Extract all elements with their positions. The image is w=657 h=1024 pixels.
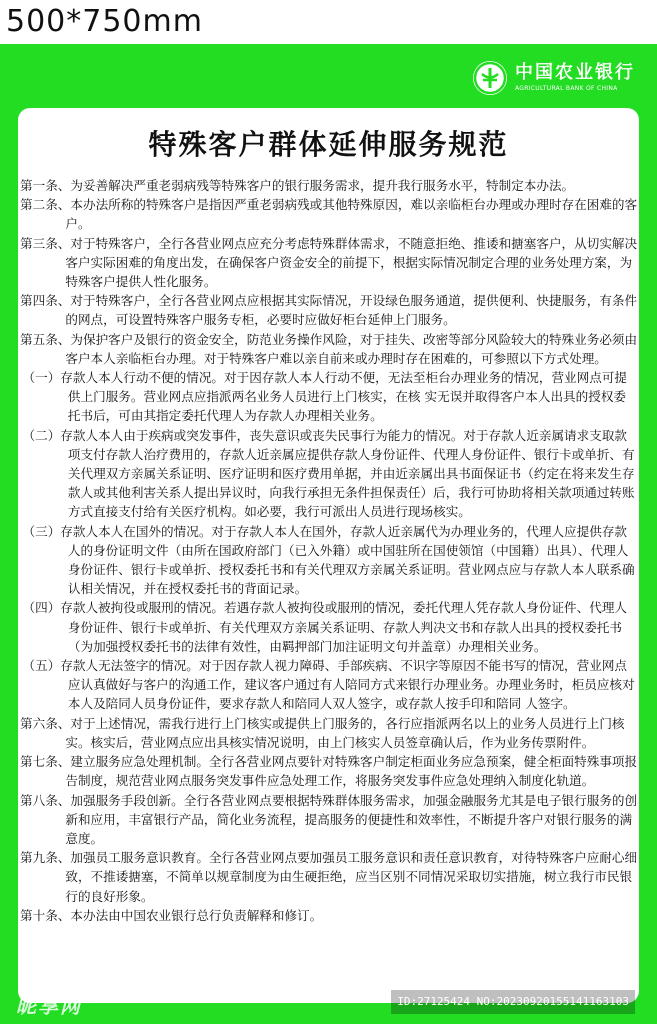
article-5-item-5: （五）存款人无法签字的情况。对于因存款人视力障碍、手部疾病、不识字等原因不能书写的情况，营业网点应认真做好与客户的沟通工作，建议客户通过有人陪同方式来银行办理业务。办理业务时，柜员应核对本人及陪同人员身份证件，要求存款人和陪同人双人签字，或存款人按手印和陪同 人签字。: [22, 658, 635, 712]
watermark: 昵享网: [16, 994, 82, 1018]
size-label: 500*750mm: [6, 4, 203, 39]
page-title: 特殊客户群体延伸服务规范: [148, 128, 509, 161]
article-9: 第九条、加强员工服务意识教育。全行各营业网点要加强员工服务意识和责任意识教育，对待特殊客户应耐心细致，不推诿搪塞，不简单以规章制度为由生硬拒绝，应当区别不同情况采取切实措施，树立我行市民银行的良好形象。: [20, 850, 638, 904]
article-7: 第七条、建立服务应急处理机制。全行各营业网点要针对特殊客户制定柜面业务应急预案，健全柜面特殊事项报告制度，规范营业网点服务突发事件应急处理工作，将服务突发事件应急处理纳入制度化轨道。: [20, 754, 638, 789]
article-5-item-1: （一）存款人本人行动不便的情况。对于因存款人本人行动不便，无法至柜台办理业务的情况，营业网点可提供上门服务。营业网点应指派两名业务人员进行上门核实，在核 实无误并取得客户本人出具的授权委托书后，可由其指定委托代理人为存款人办理相关业务。: [22, 370, 628, 424]
article-5: 第五条、为保护客户及银行的资金安全，防范业务操作风险，对于挂失、改密等部分风险较大的特殊业务必须由客户本人亲临柜台办理。对于特殊客户难以亲自前来或办理时存在困难的，可参照以下方式处理。: [20, 331, 638, 366]
article-3: 第三条、对于特殊客户，全行各营业网点应充分考虑特殊群体需求，不随意拒绝、推诿和搪塞客户，从切实解决客户实际困难的角度出发，在确保客户资金安全的前提下，根据实际情况制定合理的业务处理方案，为特殊客户提供人性化服务。: [20, 235, 638, 290]
bank-name: [515, 64, 635, 92]
article-6: 第六条、对于上述情况，需我行进行上门核实或提供上门服务的，各行应指派两名以上的业务人员进行上门核实。核实后，营业网点应出具核实情况说明，由上门核实人员签章确认后，作为业务传票附件。: [20, 715, 625, 750]
image-id-label: ID:27125424 NO:20230920155141163103: [391, 990, 635, 1014]
article-2: 第二条、本办法所称的特殊客户是指因严重老弱病残或其他特殊原因，难以亲临柜台办理或办理时存在困难的客户。: [20, 197, 638, 232]
article-4: 第四条、对于特殊客户，全行各营业网点应根据其实际情况，开设绿色服务通道，提供便利、快捷服务，有条件的网点，可设置特殊客户服务专柜，必要时应做好柜台延伸上门服务。: [20, 293, 638, 328]
article-5-item-2: （二）存款人本人由于疾病或突发事件，丧失意识或丧失民事行为能力的情况。对于存款人近亲属请求支取款项支付存款人治疗费用的，存款人近亲属应提供存款人身份证件、代理人身份证件、银行卡或单折、有关代理双方亲属关系证明、医疗证明和医疗费用单据，并由近亲属出具书面保证书（约定在将来发生存款人或其他利害关系人提出异议时，向我行承担无条件担保责任）后，我行可协助将相关款项通过转账方式直接支付给有关医疗机构。如必要，我行可派出人员进行现场核实。: [22, 427, 635, 520]
bank-name-en: AGRICULTURAL BANK OF CHINA: [515, 85, 618, 92]
article-1: 第一条、为妥善解决严重老弱病残等特殊客户的银行服务需求，提升我行服务水平，特制定本办法。: [20, 178, 575, 193]
abc-bank-logo-icon: [473, 61, 507, 95]
regulation-body: [20, 176, 638, 925]
top-margin: [0, 0, 657, 44]
bank-logo: [473, 58, 635, 98]
article-5-item-3: （三）存款人本人在国外的情况。对于存款人本人在国外，存款人近亲属代为办理业务的，代理人应提供存款人的身份证明文件（由所在国政府部门（已入外籍）或中国驻所在国使领馆（中国籍）出具）、代理人身份证件、银行卡或单折、授权委托书和有关代理双方亲属关系证明。营业网点应与存款人本人联系确认相关情况，并在授权委托书的背面记录。: [22, 523, 635, 597]
article-8: 第八条、加强服务手段创新。全行各营业网点要根据特殊群体服务需求，加强金融服务尤其是电子银行服务的创新和应用，丰富银行产品，简化业务流程，提高服务的便捷性和效率性，不断提升客户对银行服务的满意度。: [20, 792, 638, 846]
article-10: 第十条、本办法由中国农业银行总行负责解释和修订。: [20, 907, 323, 923]
bank-name-cn: 中国农业银行: [515, 62, 635, 83]
article-5-item-4: （四）存款人被拘役或服刑的情况。若遇存款人被拘役或服刑的情况，委托代理人凭存款人身份证件、代理人身份证件、银行卡或单折、有关代理双方亲属关系证明、存款人判决文书和存款人出具的授权委托书（为加强授权委托书的法律有效性，由羁押部门加注证明文句并盖章）办理相关业务。: [22, 600, 628, 654]
